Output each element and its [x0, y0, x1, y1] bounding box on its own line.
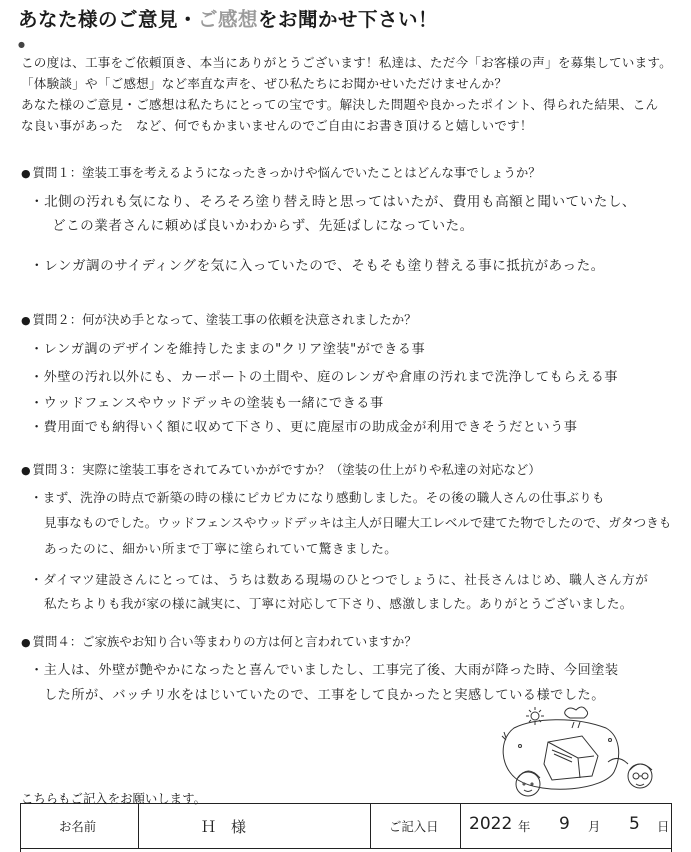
date-label: ご記入日 — [389, 819, 439, 834]
year-unit: 年 — [518, 819, 531, 834]
name-label-cell — [21, 804, 139, 848]
answer-line: 私たちよりも我が家の様に誠実に、丁寧に対応して下さり、感激しました。ありがとうございました。 — [44, 596, 633, 611]
form-divider — [21, 848, 671, 849]
intro-line: あなた様のご意見・ご感想は私たちにとっての宝です。解決した問題や良かったポイント、得られた結果、こん — [21, 97, 659, 112]
question-1 — [21, 163, 541, 181]
month-unit: 月 — [588, 819, 601, 834]
family-house-illustration — [490, 706, 670, 798]
entry-form — [20, 803, 672, 852]
intro-paragraph — [21, 52, 681, 136]
intro-line: この度は、工事をご依頼頂き、本当にありがとうございます！私達は、ただ今「お客様の声」を募集しています。 — [21, 55, 672, 70]
question-2 — [21, 310, 416, 328]
answer-line: ・主人は、外壁が艶やかになったと喜んでいましたし、工事完了後、大雨が降った時、今回塗装 — [30, 663, 619, 678]
title-part: あなた様のご意見・ — [18, 8, 199, 31]
question-label: 質問４：ご家族やお知り合い等まわりの方は何と言われていますか？ — [32, 634, 417, 649]
answer-line: ・レンガ調のサイディングを気に入っていたので、そもそも塗り替える事に抵抗があった。 — [30, 258, 605, 274]
question-label: 質問３：実際に塗装工事をされてみていかがですか？（塗装の仕上がりや私達の対応など） — [32, 462, 541, 477]
stray-mark: ● — [18, 40, 25, 49]
answer-line: どこの業者さんに頼めば良いかわからず、先延ばしになっていた。 — [52, 218, 474, 234]
date-label-cell — [371, 804, 461, 848]
intro-line: 「体験談」や「ご感想」など率直な声を、ぜひ私たちにお聞かせいただけませんか？ — [21, 76, 508, 91]
name-value-cell — [139, 804, 371, 848]
answer-line: した所が、バッチリ水をはじいていたので、工事をして良かったと実感している様でした。 — [44, 688, 605, 703]
bullet-icon: ● — [21, 464, 31, 477]
answer-line: ・レンガ調のデザインを維持したままの"クリア塗装"ができる事 — [30, 342, 426, 357]
question-label: 質問２：何が決め手となって、塗装工事の依頼を決意されましたか？ — [32, 312, 417, 327]
day-unit: 日 — [657, 819, 670, 834]
answer-line: ・まず、洗浄の時点で新築の時の様にピカピカになり感動しました。その後の職人さんの仕事ぶりも — [30, 490, 605, 505]
answer-line: あったのに、細かい所まで丁寧に塗られていて驚きました。 — [44, 541, 398, 556]
name-label: お名前 — [59, 819, 97, 834]
question-label: 質問１：塗装工事を考えるようになったきっかけや悩んでいたことはどんな事でしょうか？ — [32, 165, 541, 180]
bullet-icon: ● — [21, 314, 31, 327]
bullet-icon: ● — [21, 636, 31, 649]
question-3 — [21, 460, 541, 478]
answer-line: 見事なものでした。ウッドフェンスやウッドデッキは主人が日曜大工レベルで建てた物でしたので、ガタつきも — [44, 515, 672, 530]
day-value: 5 — [629, 814, 640, 834]
intro-line: な良い事があった など、何でもかまいませんのでご自由にお書き頂けると嬉しいです！ — [21, 118, 533, 133]
answer-line: ・北側の汚れも気になり、そろそろ塗り替え時と思ってはいたが、費用も高額と聞いていたし、 — [30, 194, 637, 210]
answer-line: ・外壁の汚れ以外にも、カーポートの土間や、庭のレンガや倉庫の汚れまで洗浄してもらえる事 — [30, 370, 618, 385]
answer-line: ・ダイマツ建設さんにとっては、うちは数ある現場のひとつでしょうに、社長さんはじめ、職人さん方が — [30, 572, 649, 587]
year-value: 2022 — [469, 814, 513, 834]
page-title — [18, 4, 678, 32]
footer-note: こちらもご記入をお願いします。 — [21, 791, 206, 806]
date-value-cell — [461, 804, 673, 848]
answer-line: ・費用面でも納得いく額に収めて下さり、更に鹿屋市の助成金が利用できそうだという事 — [30, 420, 578, 435]
month-value: 9 — [559, 814, 570, 834]
title-part: をお聞かせ下さい！ — [258, 8, 439, 31]
name-value: Ｈ 様 — [201, 818, 247, 836]
answer-line: ・ウッドフェンスやウッドデッキの塗装も一緒にできる事 — [30, 396, 384, 411]
title-accent: ご感想 — [198, 8, 259, 31]
question-4 — [21, 632, 417, 650]
bullet-icon: ● — [21, 167, 31, 180]
